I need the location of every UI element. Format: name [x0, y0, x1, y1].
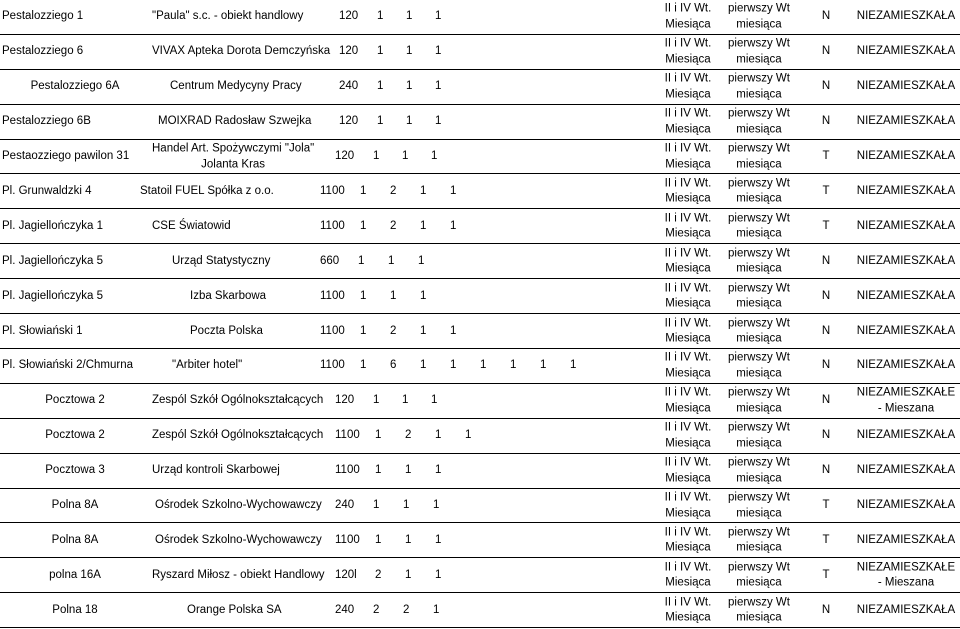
object-cell: CSE Światowid	[152, 220, 231, 233]
quantity-cell: 1	[405, 464, 412, 477]
quantity-cell: 1	[450, 185, 457, 198]
collection-week-cell: pierwszy Wt miesiąca	[728, 107, 790, 136]
status-cell: NIEZAMIESZKAŁA	[856, 150, 956, 163]
collection-week-cell: pierwszy Wt miesiąca	[728, 596, 790, 624]
object-cell: Ośrodek Szkolno-Wychowawczy	[155, 499, 322, 512]
collection-day-cell: II i IV Wt. Miesiąca	[664, 107, 712, 136]
quantity-cell: 1	[435, 80, 442, 93]
collection-week-cell: pierwszy Wt miesiąca	[728, 212, 790, 240]
quantity-cell: 2	[390, 220, 397, 233]
quantity-cell: 2	[373, 603, 380, 616]
status-cell: NIEZAMIESZKAŁA	[856, 499, 956, 512]
quantity-cell: 1	[420, 185, 427, 198]
location-cell: Pocztowa 3	[45, 464, 105, 477]
collection-week-cell: pierwszy Wt miesiąca	[728, 421, 790, 450]
quantity-cell: 240	[335, 499, 355, 512]
quantity-cell: 1	[377, 45, 384, 58]
collection-week-cell: pierwszy Wt miesiąca	[728, 456, 790, 485]
collection-week-cell: pierwszy Wt miesiąca	[728, 317, 790, 345]
table-row	[0, 419, 960, 454]
quantity-cell: 1	[375, 429, 382, 442]
collection-week-cell: pierwszy Wt miesiąca	[728, 37, 790, 66]
table-row	[0, 175, 960, 210]
status-cell: NIEZAMIESZKAŁA	[856, 254, 956, 267]
collection-week-cell: pierwszy Wt miesiąca	[728, 247, 790, 275]
object-cell: VIVAX Apteka Dorota Demczyńska	[152, 45, 331, 58]
quantity-cell: 120	[335, 150, 355, 163]
collection-day-cell: II i IV Wt. Miesiąca	[664, 491, 712, 520]
flag-cell: N	[821, 115, 831, 128]
status-cell: NIEZAMIESZKAŁA	[856, 429, 956, 442]
location-cell: Pocztowa 2	[45, 429, 105, 442]
object-cell: Orange Polska SA	[187, 603, 282, 616]
table-row	[0, 349, 960, 384]
status-cell: NIEZAMIESZKAŁA	[856, 80, 956, 93]
quantity-cell: 1	[360, 289, 367, 302]
quantity-cell: 120l	[335, 569, 357, 582]
collection-day-cell: II i IV Wt. Miesiąca	[664, 142, 712, 171]
quantity-cell: 1100	[320, 185, 345, 198]
table-row	[0, 454, 960, 489]
status-cell: NIEZAMIESZKAŁA	[856, 359, 956, 372]
location-cell: Pl. Jagiellończyka 5	[2, 289, 103, 302]
quantity-cell: 1	[420, 324, 427, 337]
table-row	[0, 140, 960, 175]
flag-cell: T	[822, 150, 830, 163]
table-row	[0, 524, 960, 559]
quantity-cell: 1	[418, 254, 425, 267]
quantity-cell: 1	[420, 289, 427, 302]
object-cell: Ośrodek Szkolno-Wychowawczy	[155, 534, 322, 547]
flag-cell: N	[821, 603, 831, 616]
status-cell: NIEZAMIESZKAŁA	[856, 115, 956, 128]
location-cell: Pl. Jagiellończyka 5	[2, 254, 103, 267]
collection-day-cell: II i IV Wt. Miesiąca	[664, 177, 712, 205]
quantity-cell: 1	[433, 499, 440, 512]
quantity-cell: 1	[450, 220, 457, 233]
location-cell: Polna 8A	[51, 499, 99, 512]
collection-day-cell: II i IV Wt. Miesiąca	[664, 561, 712, 589]
status-cell: NIEZAMIESZKAŁA	[856, 220, 956, 233]
collection-day-cell: II i IV Wt. Miesiąca	[664, 526, 712, 554]
quantity-cell: 6	[390, 359, 397, 372]
collection-week-cell: pierwszy Wt miesiąca	[728, 282, 790, 310]
quantity-cell: 2	[403, 603, 410, 616]
quantity-cell: 1100	[320, 359, 345, 372]
collection-day-cell: II i IV Wt. Miesiąca	[664, 37, 712, 66]
collection-day-cell: II i IV Wt. Miesiąca	[664, 282, 712, 310]
location-cell: polna 16A	[49, 569, 101, 582]
quantity-cell: 1	[377, 115, 384, 128]
quantity-cell: 1	[435, 429, 442, 442]
status-cell: NIEZAMIESZKAŁE - Mieszana	[856, 561, 956, 589]
quantity-cell: 1	[435, 534, 442, 547]
table-row	[0, 209, 960, 244]
flag-cell: T	[822, 220, 830, 233]
quantity-cell: 1	[465, 429, 472, 442]
quantity-cell: 1	[360, 359, 367, 372]
table-row	[0, 0, 960, 35]
quantity-cell: 1100	[320, 220, 345, 233]
quantity-cell: 240	[335, 603, 355, 616]
status-cell: NIEZAMIESZKAŁA	[856, 534, 956, 547]
quantity-cell: 1	[435, 115, 442, 128]
flag-cell: N	[821, 10, 831, 23]
collection-week-cell: pierwszy Wt miesiąca	[728, 351, 790, 380]
flag-cell: N	[821, 394, 831, 407]
quantity-cell: 1	[433, 603, 440, 616]
flag-cell: T	[822, 185, 830, 198]
quantity-cell: 1	[403, 499, 410, 512]
collection-week-cell: pierwszy Wt miesiąca	[728, 2, 790, 31]
quantity-cell: 1	[377, 80, 384, 93]
quantity-cell: 1	[435, 45, 442, 58]
quantity-cell: 1	[420, 359, 427, 372]
quantity-cell: 1	[360, 324, 367, 337]
quantity-cell: 1	[435, 10, 442, 23]
quantity-cell: 1	[406, 80, 413, 93]
flag-cell: N	[821, 324, 831, 337]
quantity-cell: 1	[570, 359, 577, 372]
collection-day-cell: II i IV Wt. Miesiąca	[664, 247, 712, 275]
flag-cell: N	[821, 359, 831, 372]
object-cell: Statoil FUEL Spółka z o.o.	[140, 185, 274, 198]
quantity-cell: 1100	[335, 464, 360, 477]
table-row	[0, 244, 960, 279]
collection-day-cell: II i IV Wt. Miesiąca	[664, 317, 712, 345]
collection-day-cell: II i IV Wt. Miesiąca	[664, 72, 712, 101]
quantity-cell: 1100	[320, 289, 345, 302]
collection-day-cell: II i IV Wt. Miesiąca	[664, 351, 712, 380]
quantity-cell: 1	[402, 394, 409, 407]
table-row	[0, 558, 960, 593]
collection-week-cell: pierwszy Wt miesiąca	[728, 72, 790, 101]
location-cell: Pl. Słowiański 1	[2, 324, 83, 337]
collection-day-cell: II i IV Wt. Miesiąca	[664, 421, 712, 450]
table-row	[0, 35, 960, 70]
quantity-cell: 1	[360, 185, 367, 198]
collection-week-cell: pierwszy Wt miesiąca	[728, 177, 790, 205]
quantity-cell: 1100	[335, 429, 360, 442]
table-row	[0, 279, 960, 314]
collection-week-cell: pierwszy Wt miesiąca	[728, 142, 790, 171]
object-cell: MOIXRAD Radosław Szwejka	[158, 115, 312, 128]
status-cell: NIEZAMIESZKAŁA	[856, 185, 956, 198]
quantity-cell: 660	[320, 254, 340, 267]
object-cell: "Paula" s.c. - obiekt handlowy	[152, 10, 304, 23]
quantity-cell: 2	[390, 324, 397, 337]
quantity-cell: 1	[406, 115, 413, 128]
object-cell: Urząd kontroli Skarbowej	[152, 464, 280, 477]
location-cell: Pl. Jagiellończyka 1	[2, 220, 103, 233]
location-cell: Pestalozziego 6B	[2, 115, 91, 128]
table-row	[0, 384, 960, 419]
collection-day-cell: II i IV Wt. Miesiąca	[664, 596, 712, 624]
quantity-cell: 1	[377, 10, 384, 23]
status-cell: NIEZAMIESZKAŁA	[856, 45, 956, 58]
quantity-cell: 1	[373, 499, 380, 512]
quantity-cell: 1	[450, 324, 457, 337]
location-cell: Pestalozziego 6	[2, 45, 84, 58]
status-cell: NIEZAMIESZKAŁA	[856, 10, 956, 23]
quantity-cell: 1	[540, 359, 547, 372]
quantity-cell: 120	[339, 115, 359, 128]
quantity-cell: 1	[431, 150, 438, 163]
quantity-cell: 2	[390, 185, 397, 198]
quantity-cell: 1	[406, 10, 413, 23]
collection-day-cell: II i IV Wt. Miesiąca	[664, 456, 712, 485]
quantity-cell: 1100	[335, 534, 360, 547]
object-cell: Urząd Statystyczny	[172, 254, 271, 267]
location-cell: Polna 18	[52, 603, 98, 616]
collection-day-cell: II i IV Wt. Miesiąca	[664, 212, 712, 240]
table-row	[0, 105, 960, 140]
quantity-cell: 1	[450, 359, 457, 372]
quantity-cell: 2	[375, 569, 382, 582]
location-cell: Pocztowa 2	[45, 394, 105, 407]
quantity-cell: 1100	[320, 324, 345, 337]
object-cell: Poczta Polska	[190, 324, 263, 337]
quantity-cell: 2	[405, 429, 412, 442]
flag-cell: T	[822, 569, 830, 582]
collection-day-cell: II i IV Wt. Miesiąca	[664, 2, 712, 31]
object-cell: Zespól Szkół Ogólnokształcących	[152, 394, 324, 407]
quantity-cell: 1	[375, 464, 382, 477]
collection-week-cell: pierwszy Wt miesiąca	[728, 561, 790, 589]
status-cell: NIEZAMIESZKAŁE - Mieszana	[856, 386, 956, 415]
quantity-cell: 1	[435, 464, 442, 477]
quantity-cell: 1	[375, 534, 382, 547]
flag-cell: N	[821, 464, 831, 477]
quantity-cell: 1	[373, 150, 380, 163]
flag-cell: N	[821, 429, 831, 442]
location-cell: Pestalozziego 1	[2, 10, 84, 23]
quantity-cell: 1	[388, 254, 395, 267]
quantity-cell: 120	[339, 45, 359, 58]
status-cell: NIEZAMIESZKAŁA	[856, 464, 956, 477]
quantity-cell: 120	[339, 10, 359, 23]
status-cell: NIEZAMIESZKAŁA	[856, 324, 956, 337]
quantity-cell: 1	[435, 569, 442, 582]
quantity-cell: 120	[335, 394, 355, 407]
flag-cell: N	[821, 289, 831, 302]
object-cell: "Arbiter hotel"	[172, 359, 243, 372]
location-cell: Polna 8A	[51, 534, 99, 547]
quantity-cell: 1	[420, 220, 427, 233]
quantity-cell: 1	[360, 220, 367, 233]
object-cell: Centrum Medycyny Pracy	[170, 80, 302, 93]
table-row	[0, 489, 960, 524]
location-cell: Pestalozziego 6A	[30, 80, 120, 93]
quantity-cell: 240	[339, 80, 359, 93]
table-row	[0, 314, 960, 349]
location-cell: Pl. Grunwaldzki 4	[2, 185, 92, 198]
table-row	[0, 70, 960, 105]
object-cell: Ryszard Miłosz - obiekt Handlowy	[152, 569, 325, 582]
quantity-cell: 1	[405, 569, 412, 582]
collection-day-cell: II i IV Wt. Miesiąca	[664, 386, 712, 415]
quantity-cell: 1	[405, 534, 412, 547]
quantity-cell: 1	[358, 254, 365, 267]
table-row	[0, 593, 960, 628]
quantity-cell: 1	[402, 150, 409, 163]
flag-cell: T	[822, 499, 830, 512]
flag-cell: N	[821, 254, 831, 267]
location-cell: Pl. Słowiański 2/Chmurna	[2, 359, 134, 372]
object-cell: Handel Art. Spożywczymi "Jola" Jolanta Kras	[152, 142, 315, 171]
collection-week-cell: pierwszy Wt miesiąca	[728, 526, 790, 554]
flag-cell: T	[822, 534, 830, 547]
status-cell: NIEZAMIESZKAŁA	[856, 289, 956, 302]
flag-cell: N	[821, 45, 831, 58]
collection-week-cell: pierwszy Wt miesiąca	[728, 386, 790, 415]
quantity-cell: 1	[431, 394, 438, 407]
object-cell: Izba Skarbowa	[190, 289, 267, 302]
quantity-cell: 1	[480, 359, 487, 372]
quantity-cell: 1	[406, 45, 413, 58]
status-cell: NIEZAMIESZKAŁA	[856, 603, 956, 616]
collection-week-cell: pierwszy Wt miesiąca	[728, 491, 790, 520]
object-cell: Zespól Szkół Ogólnokształcących	[152, 429, 324, 442]
quantity-cell: 1	[373, 394, 380, 407]
location-cell: Pestaozziego pawilon 31	[2, 150, 130, 163]
quantity-cell: 1	[390, 289, 397, 302]
flag-cell: N	[821, 80, 831, 93]
quantity-cell: 1	[510, 359, 517, 372]
